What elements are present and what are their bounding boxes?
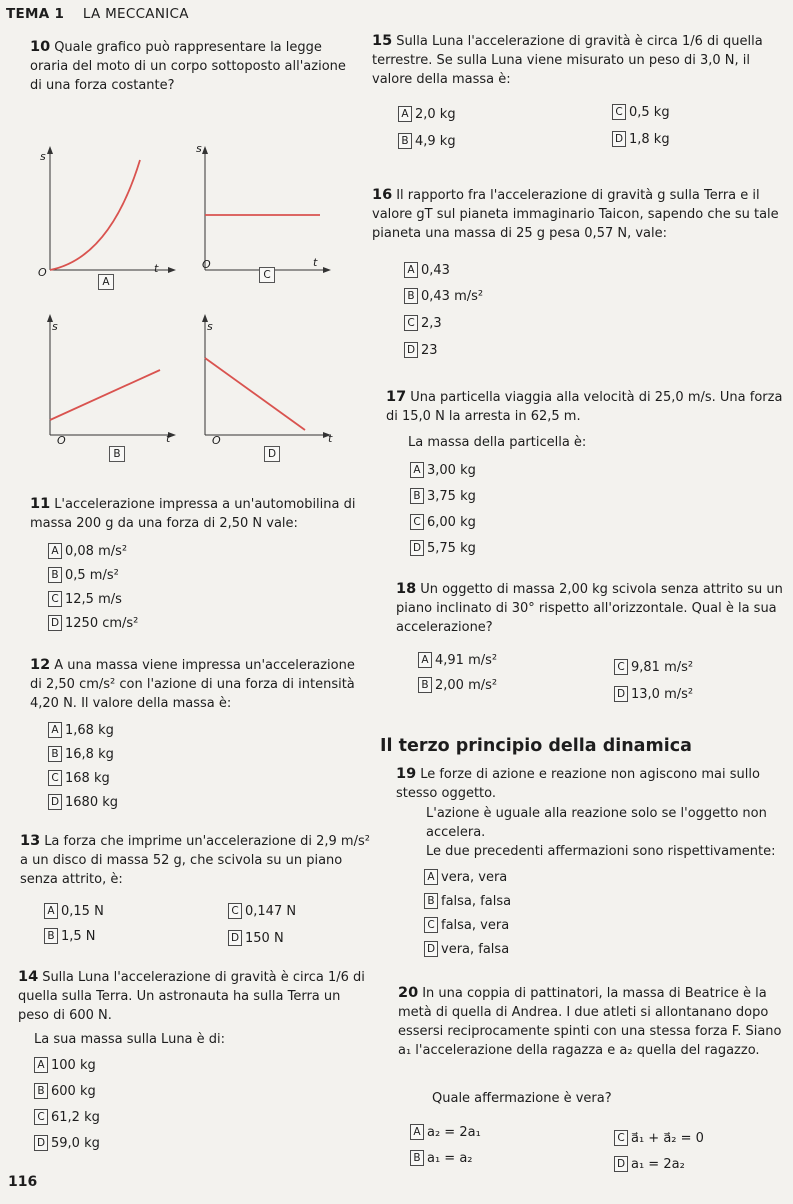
q14-option-c[interactable] <box>34 1109 100 1125</box>
question-text: Quale grafico può rappresentare la legge oraria del moto di un corpo sottoposto all'azione di una forza costante? <box>30 40 346 93</box>
q10-graphs <box>30 130 350 470</box>
q19-option-c[interactable] <box>424 917 509 933</box>
option-letter: C <box>424 917 438 933</box>
option-text: 5,75 kg <box>427 540 476 556</box>
question-number: 10 <box>30 39 51 55</box>
option-text: 168 kg <box>65 770 110 786</box>
graph-d <box>202 314 331 438</box>
question-number: 17 <box>386 389 407 405</box>
option-text: 0,5 kg <box>629 104 670 120</box>
graph-a-origin: O <box>38 266 47 279</box>
option-letter: A <box>410 1124 424 1140</box>
q17-option-c[interactable] <box>410 514 476 530</box>
question-14 <box>18 968 373 1025</box>
option-text: 23 <box>421 342 438 358</box>
option-text: 4,91 m/s² <box>435 652 498 668</box>
option-letter: B <box>44 928 58 944</box>
section-title: Il terzo principio della dinamica <box>380 736 692 756</box>
q15-option-d[interactable] <box>612 131 670 147</box>
option-text: a₁ = a₂ <box>427 1150 473 1166</box>
question-text: A una massa viene impressa un'accelerazione di 2,50 cm/s² con l'azione di una forza di intensità 4,20 N. Il valore della massa è: <box>30 658 355 711</box>
graph-a-y-label: s <box>40 150 46 163</box>
q15-option-a[interactable] <box>398 106 456 122</box>
option-letter: C <box>48 591 62 607</box>
q20-option-b[interactable] <box>410 1150 473 1166</box>
question-text: Le forze di azione e reazione non agiscono mai sullo stesso oggetto. <box>396 767 760 801</box>
option-text: 1680 kg <box>65 794 118 810</box>
q13-option-b[interactable] <box>44 928 96 944</box>
q17-option-d[interactable] <box>410 540 476 556</box>
option-letter: B <box>424 893 438 909</box>
option-letter: C <box>410 514 424 530</box>
q17-option-a[interactable] <box>410 462 476 478</box>
q16-option-b[interactable] <box>404 288 483 304</box>
option-text: 0,5 m/s² <box>65 567 119 583</box>
question-19-prompt: Le due precedenti affermazioni sono rispettivamente: <box>426 844 776 859</box>
option-text: 12,5 m/s <box>65 591 122 607</box>
graph-d-origin: O <box>212 434 221 447</box>
q11-option-d[interactable] <box>48 615 138 631</box>
graph-c-y-label: s <box>196 142 202 155</box>
q15-option-c[interactable] <box>612 104 670 120</box>
option-text: 100 kg <box>51 1057 96 1073</box>
option-text: 59,0 kg <box>51 1135 100 1151</box>
graph-b-y-label: s <box>52 320 58 333</box>
option-letter: A <box>398 106 412 122</box>
question-text: Sulla Luna l'accelerazione di gravità è circa 1/6 di quella terrestre. Se sulla Luna viene misurato un peso di 3,0 N, il valore della massa è: <box>372 34 763 87</box>
option-letter: A <box>48 722 62 738</box>
question-20-prompt: Quale affermazione è vera? <box>432 1091 612 1106</box>
graph-a-x-label: t <box>154 262 159 275</box>
q14-option-b[interactable] <box>34 1083 96 1099</box>
option-letter: B <box>34 1083 48 1099</box>
option-letter: B <box>410 488 424 504</box>
option-letter: A <box>48 543 62 559</box>
graph-b-origin: O <box>57 434 66 447</box>
question-number: 20 <box>398 985 419 1001</box>
question-12 <box>30 656 370 713</box>
question-number: 11 <box>30 496 51 512</box>
option-text: vera, falsa <box>441 941 510 957</box>
option-letter: B <box>398 133 412 149</box>
question-number: 19 <box>396 766 417 782</box>
graph-c-x-label: t <box>313 256 318 269</box>
option-letter: A <box>410 462 424 478</box>
graph-b-label[interactable]: B <box>109 446 125 462</box>
question-19 <box>396 765 788 803</box>
option-text: 16,8 kg <box>65 746 114 762</box>
option-text: 0,15 N <box>61 903 104 919</box>
option-text: 2,0 kg <box>415 106 456 122</box>
option-text: 2,00 m/s² <box>435 677 498 693</box>
option-letter: B <box>48 746 62 762</box>
q14-option-a[interactable] <box>34 1057 96 1073</box>
q12-option-d[interactable] <box>48 794 118 810</box>
option-letter: D <box>410 540 424 556</box>
tema-label: TEMA 1 <box>6 6 65 22</box>
q11-option-c[interactable] <box>48 591 122 607</box>
question-10 <box>30 38 352 95</box>
q20-option-a[interactable] <box>410 1124 481 1140</box>
q12-option-c[interactable] <box>48 770 110 786</box>
option-text: 0,43 m/s² <box>421 288 484 304</box>
q19-option-d[interactable] <box>424 941 509 957</box>
option-text: a₂ = 2a₁ <box>427 1124 481 1140</box>
q12-option-a[interactable] <box>48 722 114 738</box>
graph-a <box>47 146 176 273</box>
option-letter: B <box>404 288 418 304</box>
question-text: L'accelerazione impressa a un'automobilina di massa 200 g da una forza di 2,50 N vale: <box>30 497 356 531</box>
option-letter: C <box>614 1130 628 1146</box>
question-18 <box>396 580 788 637</box>
question-number: 14 <box>18 969 39 985</box>
q20-option-d[interactable] <box>614 1156 685 1172</box>
option-text: a₁ = 2a₂ <box>631 1156 685 1172</box>
option-text: 3,75 kg <box>427 488 476 504</box>
question-text: Sulla Luna l'accelerazione di gravità è circa 1/6 di quella sulla Terra. Un astronauta ha sulla Terra un peso di 600 N. <box>18 970 365 1023</box>
option-letter: A <box>44 903 58 919</box>
option-text: 1,68 kg <box>65 722 114 738</box>
q16-option-d[interactable] <box>404 342 438 358</box>
option-text: 0,43 <box>421 262 450 278</box>
question-number: 18 <box>396 581 417 597</box>
page-header <box>6 6 189 22</box>
graph-c-label[interactable]: C <box>259 267 275 283</box>
option-letter: B <box>418 677 432 693</box>
option-text: 600 kg <box>51 1083 96 1099</box>
option-text: falsa, falsa <box>441 893 512 909</box>
option-letter: C <box>48 770 62 786</box>
graph-c-origin: O <box>202 258 211 271</box>
question-20 <box>398 984 788 1060</box>
q18-option-c[interactable] <box>614 659 693 675</box>
q13-option-d[interactable] <box>228 930 284 946</box>
graph-b <box>47 314 176 438</box>
option-text: 9,81 m/s² <box>631 659 694 675</box>
question-11 <box>30 495 370 533</box>
option-letter: C <box>404 315 418 331</box>
tema-title: LA MECCANICA <box>82 6 189 22</box>
option-letter: C <box>614 659 628 675</box>
q13-option-a[interactable] <box>44 903 104 919</box>
curve-b <box>50 370 160 420</box>
option-letter: C <box>228 903 242 919</box>
q11-option-a[interactable] <box>48 543 127 559</box>
q19-option-a[interactable] <box>424 869 507 885</box>
question-16 <box>372 186 787 243</box>
question-text: In una coppia di pattinatori, la massa di Beatrice è la metà di quella di Andrea. I due atleti si allontanano dopo essersi reciprocamente spinti con una stessa forza F. Siano a₁ l'accelerazione della ragazza e a₂ quella del ragazzo. <box>398 986 782 1058</box>
option-text: 3,00 kg <box>427 462 476 478</box>
question-13 <box>20 832 370 889</box>
option-letter: D <box>404 342 418 358</box>
option-letter: D <box>424 941 438 957</box>
q16-option-a[interactable] <box>404 262 450 278</box>
q13-option-c[interactable] <box>228 903 296 919</box>
question-14-prompt: La sua massa sulla Luna è di: <box>34 1032 226 1047</box>
graph-b-x-label: t <box>166 432 171 445</box>
option-letter: C <box>612 104 626 120</box>
option-text: 6,00 kg <box>427 514 476 530</box>
q18-option-d[interactable] <box>614 686 693 702</box>
option-text: falsa, vera <box>441 917 510 933</box>
graph-a-label[interactable]: A <box>98 274 114 290</box>
option-text: 1,5 N <box>61 928 96 944</box>
option-letter: A <box>424 869 438 885</box>
q16-option-c[interactable] <box>404 315 442 331</box>
option-text: 1,8 kg <box>629 131 670 147</box>
option-letter: D <box>614 1156 628 1172</box>
q14-option-d[interactable] <box>34 1135 100 1151</box>
question-number: 13 <box>20 833 41 849</box>
q20-option-c[interactable] <box>614 1130 704 1146</box>
option-letter: D <box>612 131 626 147</box>
option-letter: D <box>614 686 628 702</box>
page-number: 116 <box>8 1174 38 1190</box>
q12-option-b[interactable] <box>48 746 114 762</box>
question-text: La forza che imprime un'accelerazione di 2,9 m/s² a un disco di massa 52 g, che scivola su un piano senza attrito, è: <box>20 834 370 887</box>
option-letter: B <box>48 567 62 583</box>
q15-option-b[interactable] <box>398 133 456 149</box>
option-letter: B <box>410 1150 424 1166</box>
q19-option-b[interactable] <box>424 893 511 909</box>
option-letter: D <box>228 930 242 946</box>
option-text: 13,0 m/s² <box>631 686 694 702</box>
question-number: 16 <box>372 187 393 203</box>
question-17 <box>386 388 786 426</box>
graph-d-y-label: s <box>207 320 213 333</box>
curve-d <box>205 358 305 430</box>
option-letter: A <box>404 262 418 278</box>
question-17-prompt: La massa della particella è: <box>408 435 587 450</box>
option-letter: A <box>34 1057 48 1073</box>
question-text: Una particella viaggia alla velocità di 25,0 m/s. Una forza di 15,0 N la arresta in 62,5 m. <box>386 390 783 424</box>
option-text: 150 N <box>245 930 284 946</box>
option-letter: D <box>48 615 62 631</box>
q18-option-b[interactable] <box>418 677 497 693</box>
option-text: 4,9 kg <box>415 133 456 149</box>
graph-d-x-label: t <box>328 432 333 445</box>
option-text: 0,08 m/s² <box>65 543 128 559</box>
question-19-statement-2: L'azione è uguale alla reazione solo se l'oggetto non accelera. <box>426 806 767 840</box>
option-text: 2,3 <box>421 315 442 331</box>
graph-d-label[interactable]: D <box>264 446 280 462</box>
option-letter: D <box>48 794 62 810</box>
option-text: 61,2 kg <box>51 1109 100 1125</box>
option-text: vera, vera <box>441 869 508 885</box>
question-number: 15 <box>372 33 393 49</box>
option-text: a⃗₁ + a⃗₂ = 0 <box>631 1130 704 1146</box>
option-letter: A <box>418 652 432 668</box>
question-text: Il rapporto fra l'accelerazione di gravità g sulla Terra e il valore gT sul pianeta immaginario Taicon, sapendo che su tale pianeta una massa di 25 g pesa 0,57 N, vale: <box>372 188 779 241</box>
q17-option-b[interactable] <box>410 488 476 504</box>
question-number: 12 <box>30 657 51 673</box>
question-15 <box>372 32 787 89</box>
option-letter: C <box>34 1109 48 1125</box>
q11-option-b[interactable] <box>48 567 119 583</box>
curve-a <box>50 160 140 270</box>
question-text: Un oggetto di massa 2,00 kg scivola senza attrito su un piano inclinato di 30° rispetto all'orizzontale. Qual è la sua accelerazione? <box>396 582 783 635</box>
q18-option-a[interactable] <box>418 652 497 668</box>
option-letter: D <box>34 1135 48 1151</box>
graph-c <box>202 146 331 273</box>
option-text: 1250 cm/s² <box>65 615 139 631</box>
option-text: 0,147 N <box>245 903 297 919</box>
